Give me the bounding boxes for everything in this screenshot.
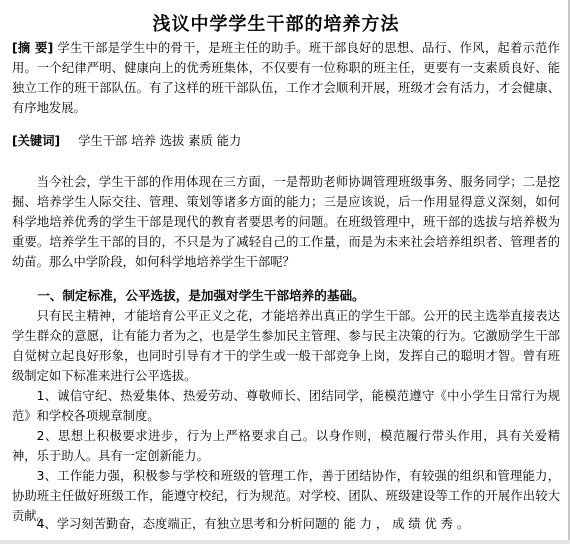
abstract bbox=[12, 38, 560, 118]
criterion-4: 4、学习刻苦勤奋，态度端正，有独立思考和分析问题的 能 力 ， 成 绩 优 秀 。 bbox=[36, 517, 470, 531]
criterion-2: 2、思想上积极要求进步，行为上严格要求自己。以身作则，模范履行带头作用，具有关爱精神，乐于助人。具有一定创新能力。 bbox=[12, 429, 560, 463]
intro-paragraph: 当今社会，学生干部的作用体现在三方面，一是帮助老师协调管理班级事务、服务同学；二是挖掘、培养学生人际交往、管理、策划等诸多方面的能力；三是应该说，后一作用显得意义深刻，如何科学地培养优秀的学生干部是现代的教育者要思考的问题。在班级管理中，班干部的选拔与培养极为重要。培养学生干部的目的，不只是为了减轻自己的工作量，而是为未来社会培养组织者、管理者的幼苗。那么中学阶段，如何科学地培养学生干部呢？ bbox=[12, 175, 560, 269]
abstract-label: [摘 要] bbox=[12, 41, 54, 55]
section1-paragraph: 只有民主精神，才能培育公平正义之花，才能培养出真正的学生干部。公开的民主选举直接表达学生群众的意愿，让有能力者为之，也是学生参加民主管理、参与民主决策的行为。它激励学生干部自觉树立起良好形象，也同时引导有才干的学生或一般干部竞争上岗，发挥自己的聪明才智。曾有班级制定如下标准来进行公平选拔。 bbox=[12, 309, 560, 383]
section1-heading: 一、制定标准，公平选拔，是加强对学生干部培养的基础。 bbox=[37, 288, 365, 303]
criterion-1: 1、诚信守纪、热爱集体、热爱劳动、尊敬师长、团结同学，能模范遵守《中小学生日常行为规范》和学校各项规章制度。 bbox=[12, 389, 560, 423]
criterion-3: 3、工作能力强，积极参与学校和班级的管理工作，善于团结协作，有较强的组织和管理能力，协助班主任做好班级工作，能遵守校纪，行为规范。对学校、团队、班级建设等工作的开展作出较大贡献。 bbox=[12, 469, 560, 523]
article-title: 浅议中学学生干部的培养方法 bbox=[152, 14, 400, 35]
keywords-text: 学生干部 培养 选拔 素质 能力 bbox=[78, 134, 242, 148]
keywords-label: [关键词] bbox=[12, 134, 61, 148]
abstract-text: 学生干部是学生中的骨干，是班主任的助手。班干部良好的思想、品行、作风，起着示范作用。一个纪律严明、健康向上的优秀班集体，不仅要有一位称职的班主任，更要有一支素质良好、能独立工作的班干部队伍。有了这样的班干部队伍，工作才会顺利开展，班级才会有活力，才会健康、有序地发展。 bbox=[12, 41, 560, 115]
bottom-scroll-strip bbox=[0, 540, 570, 544]
keywords bbox=[12, 131, 241, 151]
